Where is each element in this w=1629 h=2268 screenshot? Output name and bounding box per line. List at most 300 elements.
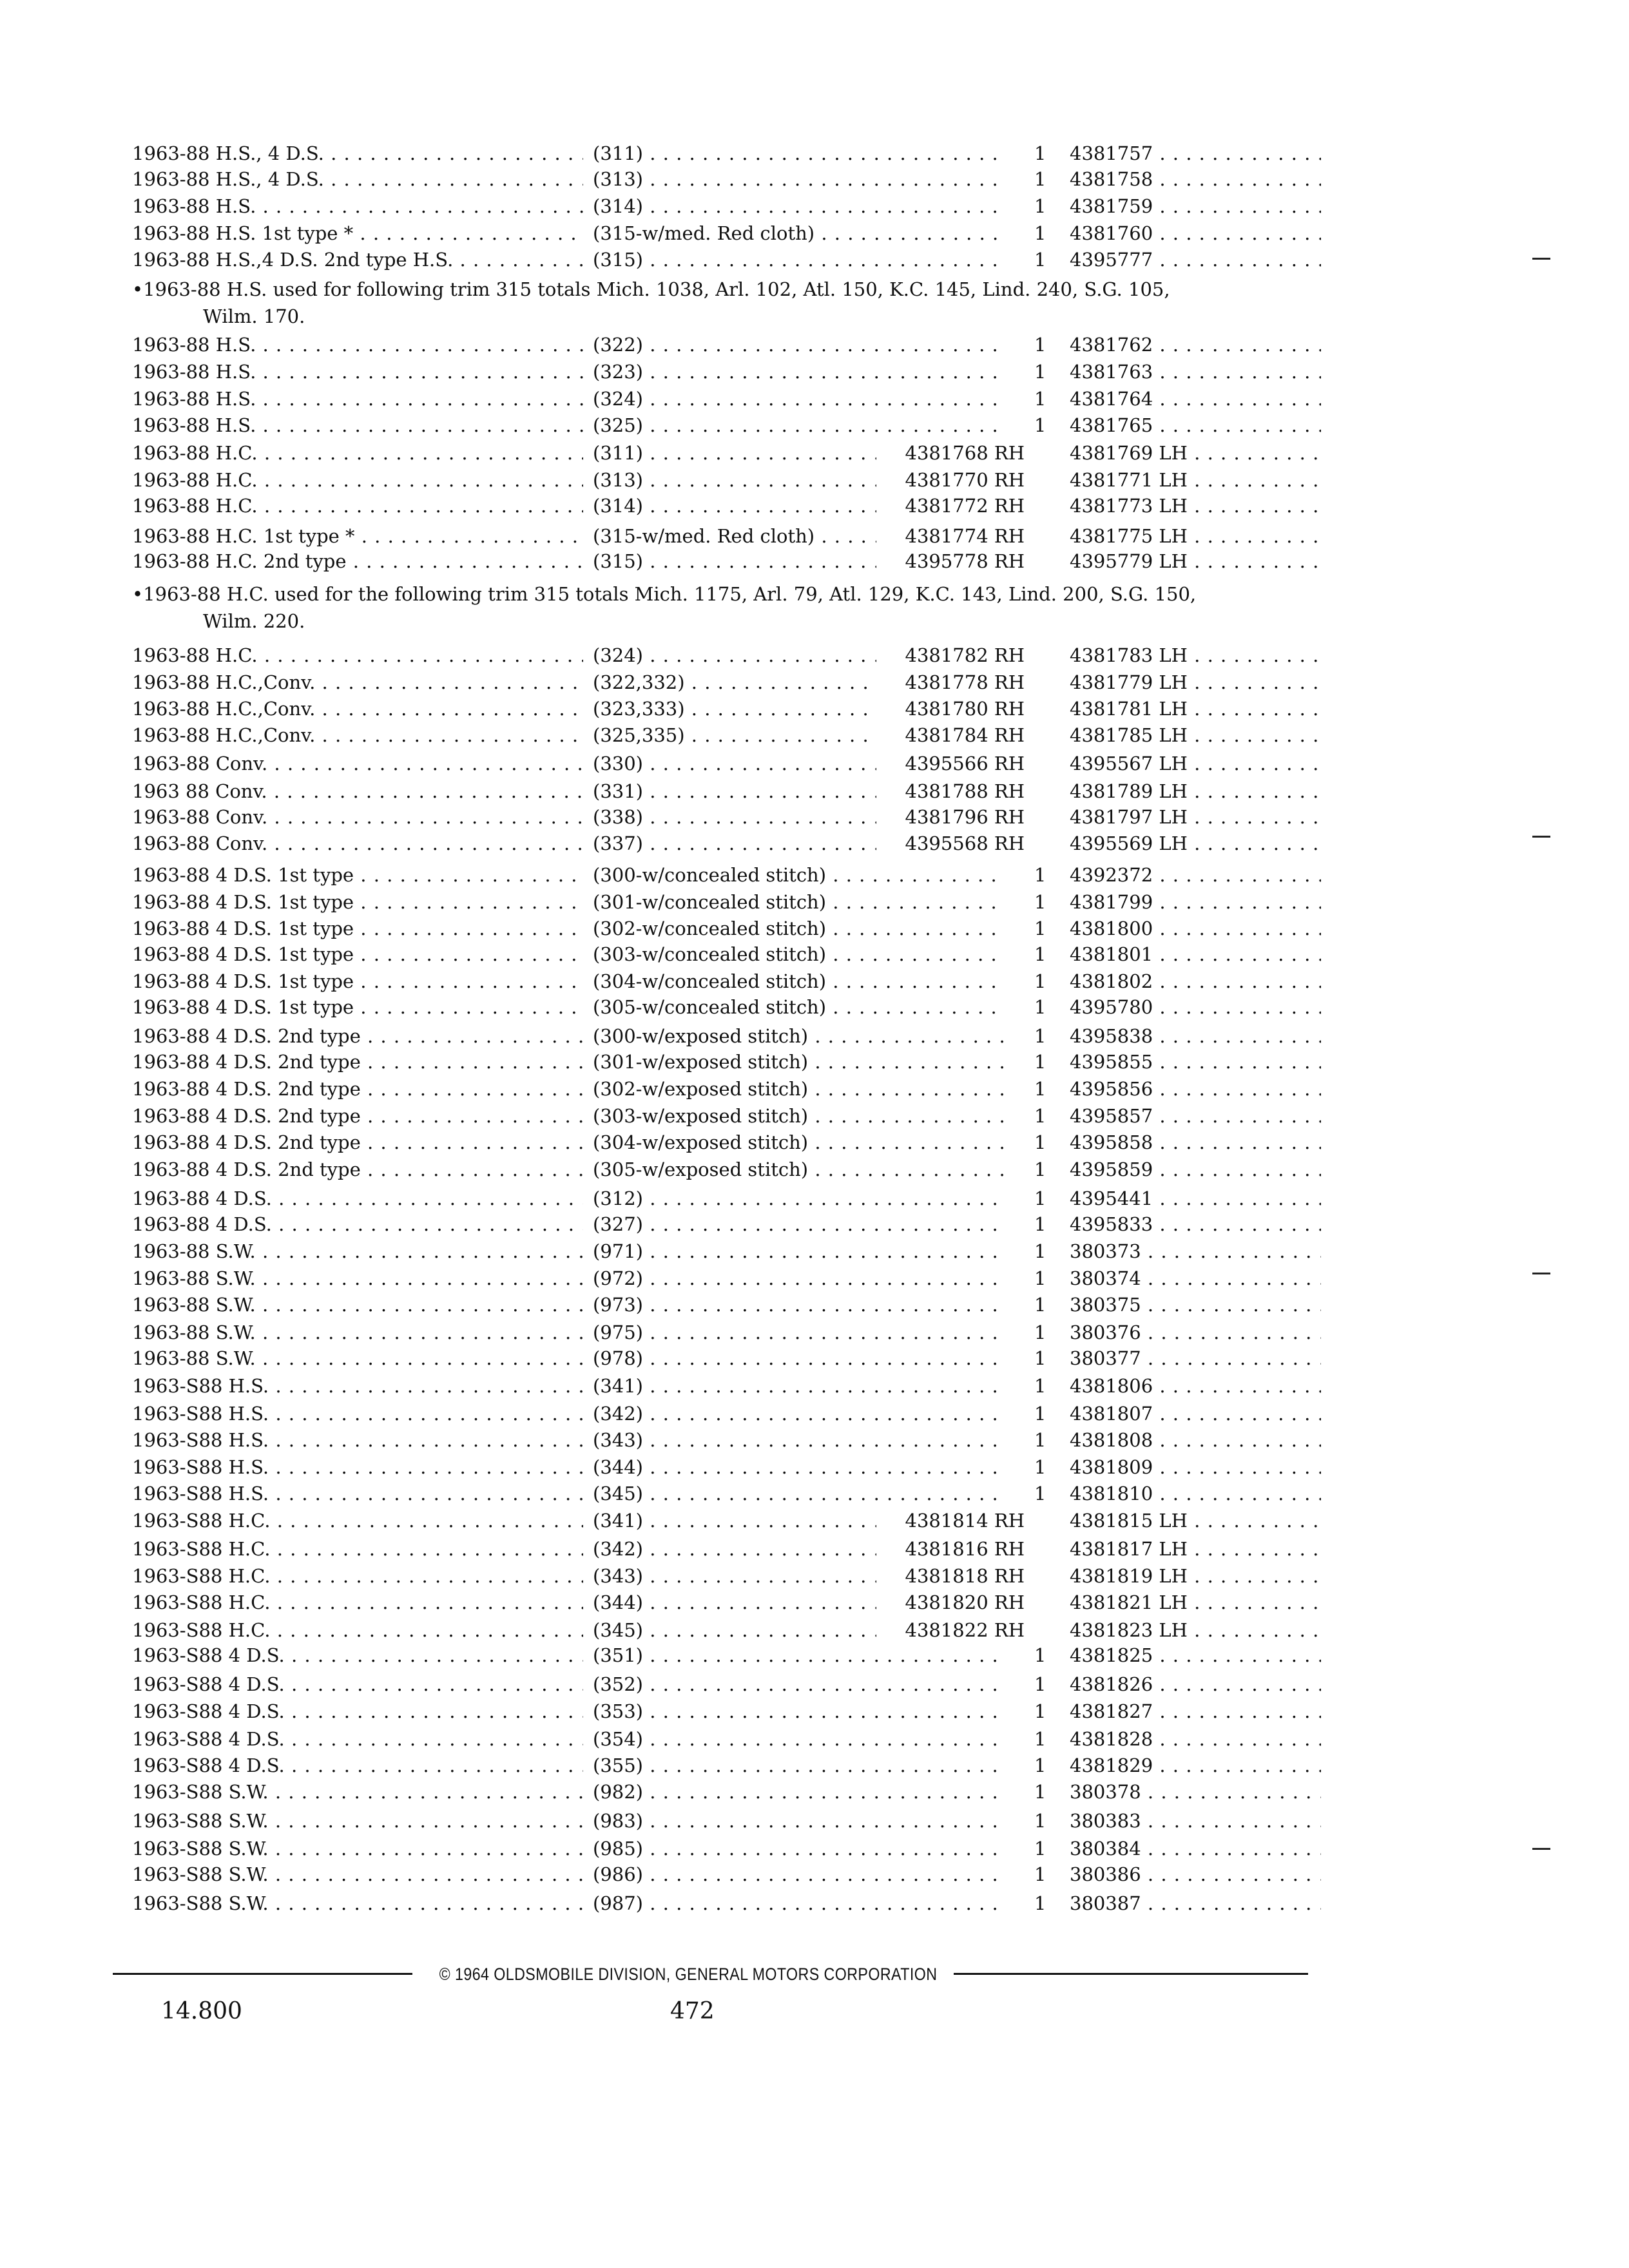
part-number-cell: 4395569 LH . . . xyxy=(1070,831,1321,856)
quantity-cell: 1 xyxy=(1034,1025,1046,1047)
part-number-cell: 4381762 . . . xyxy=(1070,332,1321,358)
table-row xyxy=(0,1427,1629,1453)
rh-part-number: 4395566 RH xyxy=(905,753,1025,774)
rh-part-number: 4381778 RH xyxy=(905,671,1025,693)
quantity-cell: 1 xyxy=(1034,943,1046,965)
table-row xyxy=(0,1698,1629,1724)
part-number-cell: 4381827 . . . xyxy=(1070,1698,1321,1724)
model-cell: 1963-S88 H.S. . . . xyxy=(132,1454,583,1480)
trim-cell: (301-w/concealed stitch) . . . xyxy=(593,889,1005,915)
table-row xyxy=(0,778,1629,804)
quantity-cell: 1 xyxy=(1034,918,1046,939)
trim-cell: (972) . . . xyxy=(593,1265,1005,1291)
section-number: 14.800 xyxy=(161,1998,242,2024)
model-cell: 1963-88 S.W. . . . xyxy=(132,1238,583,1264)
rh-part-number: 4381818 RH xyxy=(905,1565,1025,1587)
quantity-cell: 1 xyxy=(1034,142,1046,164)
trim-cell: (325) . . . xyxy=(593,412,1005,438)
trim-cell: (313) . . . xyxy=(593,166,1005,192)
model-cell: 1963-S88 H.S. . . . xyxy=(132,1401,583,1427)
table-row xyxy=(0,1617,1629,1643)
rh-part-number: 4381770 RH xyxy=(905,469,1025,491)
model-cell: 1963-88 4 D.S. 1st type . . . xyxy=(132,889,583,915)
rh-part-number: 4381822 RH xyxy=(905,1619,1025,1641)
model-cell: 1963-S88 4 D.S. . . . xyxy=(132,1698,583,1724)
table-row xyxy=(0,1265,1629,1291)
model-cell: 1963-88 S.W. . . . xyxy=(132,1265,583,1291)
part-number-cell: 4395779 LH . . . xyxy=(1070,548,1321,574)
model-cell: 1963-88 Conv. . . . xyxy=(132,751,583,776)
footer-rule-left xyxy=(113,1973,412,1975)
part-number-cell: 4395856 . . . xyxy=(1070,1076,1321,1102)
trim-cell: (975) . . . xyxy=(593,1320,1005,1345)
model-cell: 1963-S88 H.S. . . . xyxy=(132,1427,583,1453)
part-number-cell: 4381801 . . . xyxy=(1070,941,1321,967)
quantity-cell: 1 xyxy=(1034,1131,1046,1153)
table-row xyxy=(0,722,1629,748)
quantity-cell: 1 xyxy=(1034,1267,1046,1289)
rh-part-number: 4381788 RH xyxy=(905,780,1025,802)
trim-cell: (314) . . . xyxy=(593,193,1005,219)
table-row xyxy=(0,440,1629,466)
table-row xyxy=(0,1890,1629,1916)
table-row xyxy=(0,332,1629,358)
trim-cell: (325,335) . . . xyxy=(593,722,876,748)
model-cell: 1963-S88 S.W. . . . xyxy=(132,1890,583,1916)
quantity-cell: 1 xyxy=(1034,1781,1046,1803)
model-cell: 1963-88 4 D.S. 2nd type . . . xyxy=(132,1129,583,1155)
model-cell: 1963-S88 4 D.S. . . . xyxy=(132,1726,583,1752)
quantity-cell: 1 xyxy=(1034,1347,1046,1369)
trim-cell: (351) . . . xyxy=(593,1642,1005,1668)
trim-cell: (311) . . . xyxy=(593,440,876,466)
trim-cell: (352) . . . xyxy=(593,1671,1005,1697)
table-row xyxy=(0,831,1629,856)
trim-cell: (315-w/med. Red cloth) . . . xyxy=(593,523,876,549)
trim-cell: (353) . . . xyxy=(593,1698,1005,1724)
part-number-cell: 4381821 LH . . . xyxy=(1070,1590,1321,1615)
table-row xyxy=(0,696,1629,722)
table-row xyxy=(0,1536,1629,1562)
part-number-cell: 4381765 . . . xyxy=(1070,412,1321,438)
quantity-cell: 1 xyxy=(1034,195,1046,217)
table-row xyxy=(0,1373,1629,1399)
model-cell: 1963-88 H.S. 1st type * . . . xyxy=(132,220,583,246)
footnote-line: •1963-88 H.S. used for following trim 315 totals Mich. 1038, Arl. 102, Atl. 150, K.C. 145, Lind. 240, S.G. 105, xyxy=(132,278,1170,300)
table-row xyxy=(0,1861,1629,1887)
table-row xyxy=(0,247,1629,273)
trim-cell: (330) . . . xyxy=(593,751,876,776)
trim-cell: (323,333) . . . xyxy=(593,696,876,722)
rh-part-number: 4395568 RH xyxy=(905,832,1025,854)
trim-cell: (355) . . . xyxy=(593,1753,1005,1778)
trim-cell: (302-w/concealed stitch) . . . xyxy=(593,916,1005,941)
table-row xyxy=(0,359,1629,385)
table-row xyxy=(0,1320,1629,1345)
table-row xyxy=(0,1211,1629,1237)
model-cell: 1963-88 4 D.S. . . . xyxy=(132,1186,583,1211)
quantity-cell: 1 xyxy=(1034,1187,1046,1209)
quantity-cell: 1 xyxy=(1034,1456,1046,1478)
model-cell: 1963-88 4 D.S. 1st type . . . xyxy=(132,941,583,967)
table-row xyxy=(0,1023,1629,1049)
trim-cell: (313) . . . xyxy=(593,467,876,493)
table-row xyxy=(0,1808,1629,1834)
quantity-cell: 1 xyxy=(1034,1754,1046,1776)
trim-cell: (327) . . . xyxy=(593,1211,1005,1237)
rh-part-number: 4381774 RH xyxy=(905,525,1025,547)
part-number-cell: 4395858 . . . xyxy=(1070,1129,1321,1155)
part-number-cell: 4395838 . . . xyxy=(1070,1023,1321,1049)
quantity-cell: 1 xyxy=(1034,1105,1046,1127)
table-row xyxy=(0,1753,1629,1778)
part-number-cell: 4381797 LH . . . xyxy=(1070,804,1321,830)
table-row xyxy=(0,412,1629,438)
rh-part-number: 4395778 RH xyxy=(905,550,1025,572)
table-row xyxy=(0,1481,1629,1506)
part-number-cell: 4381775 LH . . . xyxy=(1070,523,1321,549)
trim-cell: (341) . . . xyxy=(593,1508,876,1533)
model-cell: 1963-88 H.C. . . . xyxy=(132,642,583,668)
part-number-cell: 4381773 LH . . . xyxy=(1070,493,1321,519)
quantity-cell: 1 xyxy=(1034,1863,1046,1885)
trim-cell: (322,332) . . . xyxy=(593,669,876,695)
model-cell: 1963-88 H.C.,Conv. . . . xyxy=(132,722,583,748)
trim-cell: (301-w/exposed stitch) . . . xyxy=(593,1049,1005,1075)
margin-mark xyxy=(1532,836,1550,838)
trim-cell: (311) . . . xyxy=(593,140,1005,166)
trim-cell: (315) . . . xyxy=(593,548,876,574)
trim-cell: (322) . . . xyxy=(593,332,1005,358)
table-row xyxy=(0,1049,1629,1075)
trim-cell: (304-w/concealed stitch) . . . xyxy=(593,968,1005,994)
trim-cell: (304-w/exposed stitch) . . . xyxy=(593,1129,1005,1155)
part-number-cell: 380373 . . . xyxy=(1070,1238,1321,1264)
table-row xyxy=(0,1401,1629,1427)
model-cell: 1963-S88 H.S. . . . xyxy=(132,1481,583,1506)
quantity-cell: 1 xyxy=(1034,1403,1046,1425)
table-row xyxy=(0,386,1629,412)
trim-cell: (324) . . . xyxy=(593,642,876,668)
part-number-cell: 4381829 . . . xyxy=(1070,1753,1321,1778)
rh-part-number: 4381768 RH xyxy=(905,442,1025,464)
trim-cell: (300-w/exposed stitch) . . . xyxy=(593,1023,1005,1049)
margin-mark xyxy=(1532,1273,1550,1274)
trim-cell: (973) . . . xyxy=(593,1292,1005,1318)
footnote-line: •1963-88 H.C. used for the following trim 315 totals Mich. 1175, Arl. 79, Atl. 129, K.C. 143, Lind. 200, S.G. 150, xyxy=(132,583,1197,605)
table-row xyxy=(0,804,1629,830)
trim-cell: (300-w/concealed stitch) . . . xyxy=(593,862,1005,888)
part-number-cell: 4381819 LH . . . xyxy=(1070,1563,1321,1589)
model-cell: 1963-88 H.S. . . . xyxy=(132,412,583,438)
table-row xyxy=(0,669,1629,695)
table-row xyxy=(0,1103,1629,1129)
footnote-line: Wilm. 220. xyxy=(203,610,305,632)
quantity-cell: 1 xyxy=(1034,414,1046,436)
part-number-cell: 4381826 . . . xyxy=(1070,1671,1321,1697)
footnote-hs-totals xyxy=(132,276,1305,330)
table-row xyxy=(0,467,1629,493)
table-row xyxy=(0,1563,1629,1589)
part-number-cell: 4395441 . . . xyxy=(1070,1186,1321,1211)
model-cell: 1963-S88 S.W. . . . xyxy=(132,1861,583,1887)
table-row xyxy=(0,1836,1629,1861)
trim-cell: (987) . . . xyxy=(593,1890,1005,1916)
trim-cell: (345) . . . xyxy=(593,1617,876,1643)
page-number: 472 xyxy=(670,1998,715,2024)
model-cell: 1963-S88 4 D.S. . . . xyxy=(132,1642,583,1668)
part-number-cell: 4381817 LH . . . xyxy=(1070,1536,1321,1562)
table-row xyxy=(0,1726,1629,1752)
model-cell: 1963-88 H.S.,4 D.S. 2nd type H.S. . . . xyxy=(132,247,583,273)
table-row xyxy=(0,1157,1629,1182)
quantity-cell: 1 xyxy=(1034,1429,1046,1451)
table-row xyxy=(0,1642,1629,1668)
table-row xyxy=(0,1292,1629,1318)
model-cell: 1963-S88 H.C. . . . xyxy=(132,1536,583,1562)
part-number-cell: 4381815 LH . . . xyxy=(1070,1508,1321,1533)
table-row xyxy=(0,493,1629,519)
margin-mark xyxy=(1532,1848,1550,1850)
model-cell: 1963-88 H.C. 1st type * . . . xyxy=(132,523,583,549)
part-number-cell: 4395855 . . . xyxy=(1070,1049,1321,1075)
part-number-cell: 4381807 . . . xyxy=(1070,1401,1321,1427)
model-cell: 1963-88 4 D.S. 2nd type . . . xyxy=(132,1023,583,1049)
rh-part-number: 4381814 RH xyxy=(905,1510,1025,1532)
table-row xyxy=(0,1590,1629,1615)
model-cell: 1963-88 H.C. . . . xyxy=(132,467,583,493)
rh-part-number: 4381784 RH xyxy=(905,724,1025,746)
model-cell: 1963-88 H.S., 4 D.S. . . . xyxy=(132,166,583,192)
part-number-cell: 4381771 LH . . . xyxy=(1070,467,1321,493)
model-cell: 1963-88 4 D.S. . . . xyxy=(132,1211,583,1237)
trim-cell: (985) . . . xyxy=(593,1836,1005,1861)
part-number-cell: 4381806 . . . xyxy=(1070,1373,1321,1399)
part-number-cell: 4381825 . . . xyxy=(1070,1642,1321,1668)
quantity-cell: 1 xyxy=(1034,361,1046,383)
trim-cell: (971) . . . xyxy=(593,1238,1005,1264)
model-cell: 1963-88 4 D.S. 2nd type . . . xyxy=(132,1157,583,1182)
part-number-cell: 4381802 . . . xyxy=(1070,968,1321,994)
part-number-cell: 4395859 . . . xyxy=(1070,1157,1321,1182)
model-cell: 1963-88 H.C. . . . xyxy=(132,440,583,466)
model-cell: 1963-S88 H.S. . . . xyxy=(132,1373,583,1399)
table-row xyxy=(0,1508,1629,1533)
quantity-cell: 1 xyxy=(1034,1051,1046,1073)
footnote-hc-totals xyxy=(132,581,1305,635)
quantity-cell: 1 xyxy=(1034,996,1046,1018)
trim-cell: (341) . . . xyxy=(593,1373,1005,1399)
rh-part-number: 4381820 RH xyxy=(905,1591,1025,1613)
quantity-cell: 1 xyxy=(1034,1483,1046,1504)
trim-cell: (345) . . . xyxy=(593,1481,1005,1506)
part-number-cell: 4381809 . . . xyxy=(1070,1454,1321,1480)
trim-cell: (331) . . . xyxy=(593,778,876,804)
part-number-cell: 4381758 . . . xyxy=(1070,166,1321,192)
trim-cell: (983) . . . xyxy=(593,1808,1005,1834)
table-row xyxy=(0,1238,1629,1264)
trim-cell: (303-w/exposed stitch) . . . xyxy=(593,1103,1005,1129)
quantity-cell: 1 xyxy=(1034,1838,1046,1860)
quantity-cell: 1 xyxy=(1034,168,1046,190)
quantity-cell: 1 xyxy=(1034,864,1046,886)
quantity-cell: 1 xyxy=(1034,388,1046,410)
part-number-cell: 380377 . . . xyxy=(1070,1345,1321,1371)
model-cell: 1963-88 Conv. . . . xyxy=(132,831,583,856)
trim-cell: (343) . . . xyxy=(593,1427,1005,1453)
trim-cell: (314) . . . xyxy=(593,493,876,519)
trim-cell: (338) . . . xyxy=(593,804,876,830)
model-cell: 1963-88 4 D.S. 2nd type . . . xyxy=(132,1049,583,1075)
model-cell: 1963-88 H.S. . . . xyxy=(132,386,583,412)
quantity-cell: 1 xyxy=(1034,1294,1046,1316)
table-row xyxy=(0,1186,1629,1211)
quantity-cell: 1 xyxy=(1034,1673,1046,1695)
trim-cell: (315) . . . xyxy=(593,247,1005,273)
table-row xyxy=(0,862,1629,888)
table-row xyxy=(0,523,1629,549)
table-row xyxy=(0,642,1629,668)
model-cell: 1963-S88 H.C. . . . xyxy=(132,1508,583,1533)
part-number-cell: 4381785 LH . . . xyxy=(1070,722,1321,748)
part-number-cell: 4381810 . . . xyxy=(1070,1481,1321,1506)
part-number-cell: 4381757 . . . xyxy=(1070,140,1321,166)
quantity-cell: 1 xyxy=(1034,222,1046,244)
table-row xyxy=(0,1671,1629,1697)
quantity-cell: 1 xyxy=(1034,1213,1046,1235)
model-cell: 1963-88 H.C. 2nd type . . . xyxy=(132,548,583,574)
model-cell: 1963-88 H.S. . . . xyxy=(132,359,583,385)
quantity-cell: 1 xyxy=(1034,1158,1046,1180)
part-number-cell: 380386 . . . xyxy=(1070,1861,1321,1887)
rh-part-number: 4381816 RH xyxy=(905,1538,1025,1560)
table-row xyxy=(0,751,1629,776)
trim-cell: (344) . . . xyxy=(593,1590,876,1615)
model-cell: 1963-88 S.W. . . . xyxy=(132,1345,583,1371)
table-row xyxy=(0,1779,1629,1805)
part-number-cell: 380376 . . . xyxy=(1070,1320,1321,1345)
rh-part-number: 4381780 RH xyxy=(905,698,1025,720)
quantity-cell: 1 xyxy=(1034,1892,1046,1914)
part-number-cell: 4392372 . . . xyxy=(1070,862,1321,888)
part-number-cell: 380387 . . . xyxy=(1070,1890,1321,1916)
quantity-cell: 1 xyxy=(1034,1700,1046,1722)
part-number-cell: 4381783 LH . . . xyxy=(1070,642,1321,668)
trim-cell: (342) . . . xyxy=(593,1401,1005,1427)
model-cell: 1963-88 4 D.S. 1st type . . . xyxy=(132,994,583,1020)
quantity-cell: 1 xyxy=(1034,1240,1046,1262)
part-number-cell: 380374 . . . xyxy=(1070,1265,1321,1291)
trim-cell: (354) . . . xyxy=(593,1726,1005,1752)
model-cell: 1963-S88 S.W. . . . xyxy=(132,1808,583,1834)
model-cell: 1963-88 H.S. . . . xyxy=(132,332,583,358)
trim-cell: (312) . . . xyxy=(593,1186,1005,1211)
trim-cell: (986) . . . xyxy=(593,1861,1005,1887)
model-cell: 1963-S88 4 D.S. . . . xyxy=(132,1753,583,1778)
part-number-cell: 4381764 . . . xyxy=(1070,386,1321,412)
model-cell: 1963-88 4 D.S. 2nd type . . . xyxy=(132,1103,583,1129)
model-cell: 1963-S88 H.C. . . . xyxy=(132,1563,583,1589)
model-cell: 1963-88 4 D.S. 1st type . . . xyxy=(132,916,583,941)
trim-cell: (305-w/concealed stitch) . . . xyxy=(593,994,1005,1020)
rh-part-number: 4381772 RH xyxy=(905,495,1025,517)
part-number-cell: 4381763 . . . xyxy=(1070,359,1321,385)
model-cell: 1963-S88 4 D.S. . . . xyxy=(132,1671,583,1697)
part-number-cell: 4395857 . . . xyxy=(1070,1103,1321,1129)
part-number-cell: 4381759 . . . xyxy=(1070,193,1321,219)
trim-cell: (303-w/concealed stitch) . . . xyxy=(593,941,1005,967)
trim-cell: (978) . . . xyxy=(593,1345,1005,1371)
table-row xyxy=(0,220,1629,246)
margin-mark xyxy=(1532,258,1550,260)
part-number-cell: 4381828 . . . xyxy=(1070,1726,1321,1752)
part-number-cell: 4381823 LH . . . xyxy=(1070,1617,1321,1643)
table-row xyxy=(0,140,1629,166)
part-number-cell: 380378 . . . xyxy=(1070,1779,1321,1805)
trim-cell: (324) . . . xyxy=(593,386,1005,412)
quantity-cell: 1 xyxy=(1034,1078,1046,1100)
model-cell: 1963-88 4 D.S. 2nd type . . . xyxy=(132,1076,583,1102)
trim-cell: (315-w/med. Red cloth) . . . xyxy=(593,220,1005,246)
model-cell: 1963-88 H.S. . . . xyxy=(132,193,583,219)
rh-part-number: 4381782 RH xyxy=(905,644,1025,666)
part-number-cell: 4381799 . . . xyxy=(1070,889,1321,915)
part-number-cell: 4395567 LH . . . xyxy=(1070,751,1321,776)
part-number-cell: 4381800 . . . xyxy=(1070,916,1321,941)
part-number-cell: 4381781 LH . . . xyxy=(1070,696,1321,722)
table-row xyxy=(0,889,1629,915)
part-number-cell: 380375 . . . xyxy=(1070,1292,1321,1318)
rh-part-number: 4381796 RH xyxy=(905,806,1025,828)
model-cell: 1963-88 Conv. . . . xyxy=(132,804,583,830)
model-cell: 1963-88 4 D.S. 1st type . . . xyxy=(132,862,583,888)
trim-cell: (302-w/exposed stitch) . . . xyxy=(593,1076,1005,1102)
quantity-cell: 1 xyxy=(1034,1644,1046,1666)
table-row xyxy=(0,916,1629,941)
part-number-cell: 4381779 LH . . . xyxy=(1070,669,1321,695)
trim-cell: (344) . . . xyxy=(593,1454,1005,1480)
trim-cell: (337) . . . xyxy=(593,831,876,856)
model-cell: 1963-S88 S.W. . . . xyxy=(132,1836,583,1861)
table-row xyxy=(0,968,1629,994)
quantity-cell: 1 xyxy=(1034,249,1046,271)
part-number-cell: 4395777 . . . xyxy=(1070,247,1321,273)
table-row xyxy=(0,1076,1629,1102)
trim-cell: (342) . . . xyxy=(593,1536,876,1562)
footnote-line: Wilm. 170. xyxy=(203,305,305,327)
quantity-cell: 1 xyxy=(1034,1375,1046,1397)
trim-cell: (982) . . . xyxy=(593,1779,1005,1805)
table-row xyxy=(0,1129,1629,1155)
quantity-cell: 1 xyxy=(1034,1728,1046,1750)
table-row xyxy=(0,1454,1629,1480)
part-number-cell: 380384 . . . xyxy=(1070,1836,1321,1861)
model-cell: 1963-S88 H.C. . . . xyxy=(132,1590,583,1615)
quantity-cell: 1 xyxy=(1034,334,1046,356)
table-row xyxy=(0,193,1629,219)
model-cell: 1963-88 S.W. . . . xyxy=(132,1292,583,1318)
model-cell: 1963-88 H.C. . . . xyxy=(132,493,583,519)
table-row xyxy=(0,1345,1629,1371)
copyright-notice: © 1964 OLDSMOBILE DIVISION, GENERAL MOTORS CORPORATION xyxy=(439,1965,938,1984)
table-row xyxy=(0,994,1629,1020)
quantity-cell: 1 xyxy=(1034,1810,1046,1832)
part-number-cell: 4381760 . . . xyxy=(1070,220,1321,246)
quantity-cell: 1 xyxy=(1034,891,1046,913)
model-cell: 1963-88 H.C.,Conv. . . . xyxy=(132,669,583,695)
trim-cell: (305-w/exposed stitch) . . . xyxy=(593,1157,1005,1182)
part-number-cell: 4381808 . . . xyxy=(1070,1427,1321,1453)
